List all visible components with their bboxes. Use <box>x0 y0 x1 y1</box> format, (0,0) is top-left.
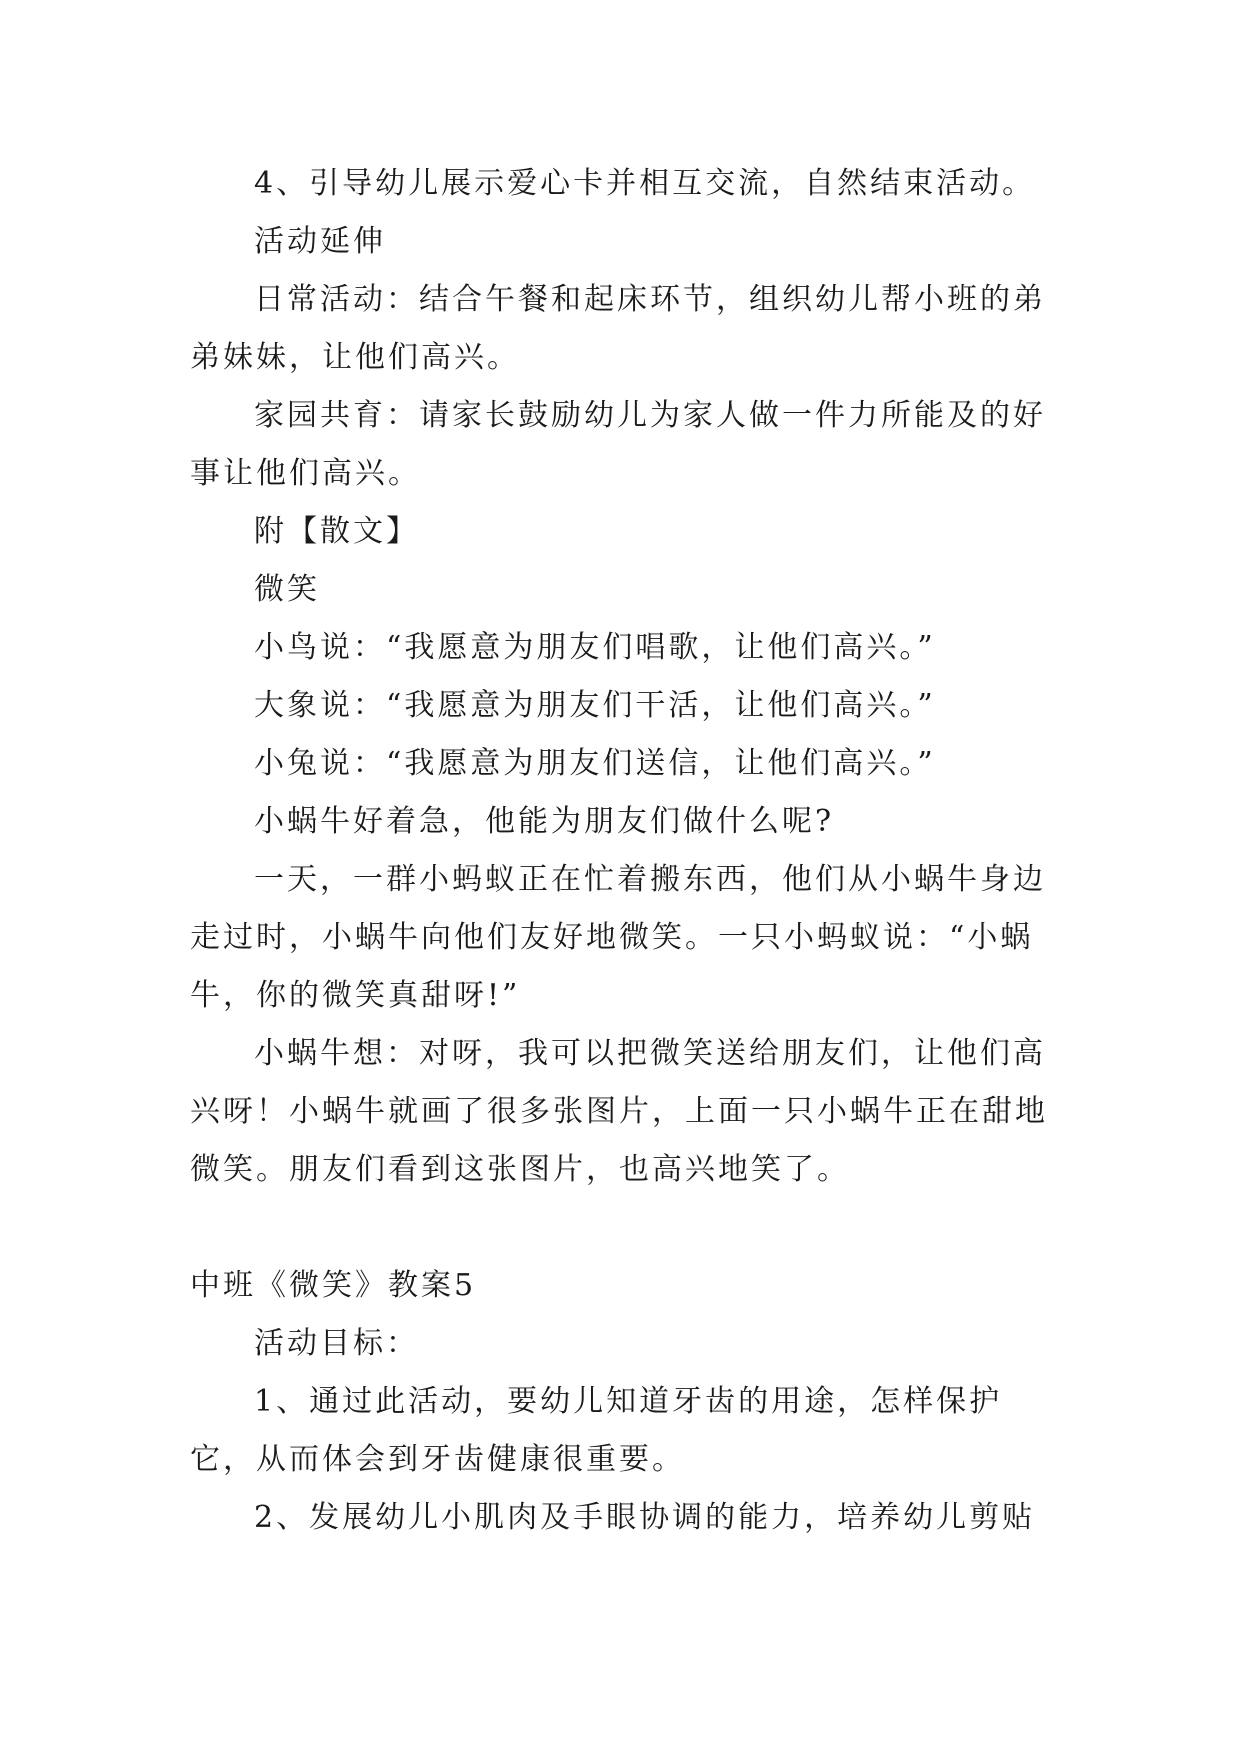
paragraph-ants: 一天，一群小蚂蚁正在忙着搬东西，他们从小蜗牛身边走过时，小蜗牛向他们友好地微笑。一只小蚂蚁说：“小蜗牛，你的微笑真甜呀!” <box>190 862 1046 1013</box>
paragraph-essay-title: 微笑 <box>254 572 320 607</box>
paragraph-snail-worried: 小蜗牛好着急，他能为朋友们做什么呢? <box>254 804 835 839</box>
paragraph-bird: 小鸟说：“我愿意为朋友们唱歌，让他们高兴。” <box>254 630 936 665</box>
section-title: 中班《微笑》教案5 <box>190 1268 477 1303</box>
paragraph-home-school: 家园共育：请家长鼓励幼儿为家人做一件力所能及的好事让他们高兴。 <box>190 398 1046 491</box>
paragraph-daily-activity: 日常活动：结合午餐和起床环节，组织幼儿帮小班的弟弟妹妹，让他们高兴。 <box>190 282 1046 375</box>
paragraph-rabbit: 小兔说：“我愿意为朋友们送信，让他们高兴。” <box>254 746 936 781</box>
paragraph-goal-1: 1、通过此活动，要幼儿知道牙齿的用途，怎样保护它，从而体会到牙齿健康很重要。 <box>190 1384 1003 1477</box>
paragraph-step-4: 4、引导幼儿展示爱心卡并相互交流，自然结束活动。 <box>254 166 1036 201</box>
section-spacer <box>190 1199 1050 1257</box>
paragraph-snail-thinks: 小蜗牛想：对呀，我可以把微笑送给朋友们，让他们高兴呀！小蜗牛就画了很多张图片，上面一只小蜗牛正在甜地微笑。朋友们看到这张图片，也高兴地笑了。 <box>190 1036 1048 1187</box>
paragraph-activity-extension-heading: 活动延伸 <box>254 224 386 259</box>
paragraph-goal-2: 2、发展幼儿小肌肉及手眼协调的能力，培养幼儿剪贴 <box>254 1500 1036 1535</box>
paragraph-goals-heading: 活动目标： <box>254 1326 419 1361</box>
paragraph-appendix-label: 附【散文】 <box>254 514 419 549</box>
paragraph-elephant: 大象说：“我愿意为朋友们干活，让他们高兴。” <box>254 688 936 723</box>
document-page <box>190 155 1050 1547</box>
